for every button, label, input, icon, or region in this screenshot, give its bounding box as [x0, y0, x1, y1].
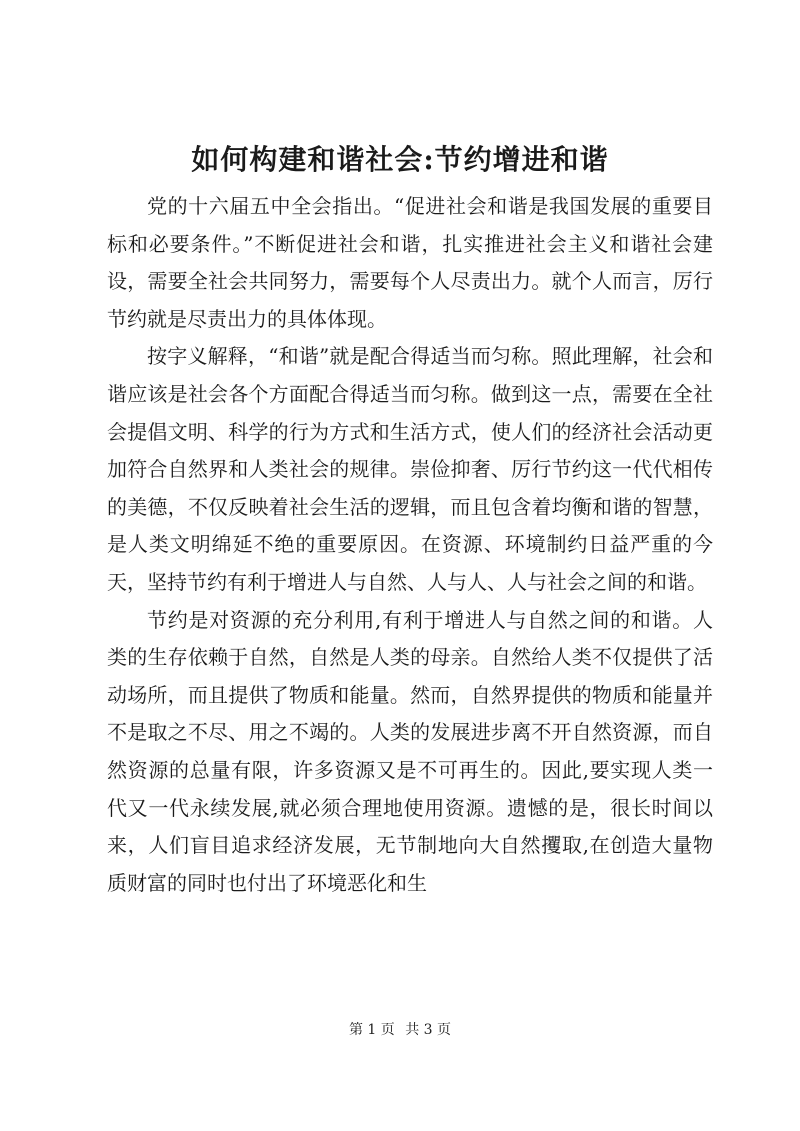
- page-total: 共 3 页: [405, 1022, 452, 1038]
- document-body: [107, 188, 713, 902]
- document-title: 如何构建和谐社会:节约增进和谐: [191, 143, 609, 176]
- page-number: 第 1 页: [348, 1022, 395, 1038]
- paragraph-3: 节约是对资源的充分利用,有利于增进人与自然之间的和谐。人类的生存依赖于自然，自然是人类的母亲。自然给人类不仅提供了活动场所，而且提供了物质和能量。然而，自然界提供的物质和能量并不是取之不尽、用之不竭的。人类的发展进步离不开自然资源，而自然资源的总量有限，许多资源又是不可再生的。因此,要实现人类一代又一代永续发展,就必须合理地使用资源。遗憾的是，很长时间以来，人们盲目追求经济发展，无节制地向大自然攫取,在创造大量物质财富的同时也付出了环境恶化和生: [107, 607, 713, 895]
- paragraph-1: 党的十六届五中全会指出。“促进社会和谐是我国发展的重要目标和必要条件。”不断促进社会和谐，扎实推进社会主义和谐社会建设，需要全社会共同努力，需要每个人尽责出力。就个人而言，厉行节约就是尽责出力的具体体现。: [107, 194, 713, 331]
- page-footer: [0, 1020, 800, 1040]
- paragraph-2: 按字义解释，“和谐”就是配合得适当而匀称。照此理解，社会和谐应该是社会各个方面配合得适当而匀称。做到这一点，需要在全社会提倡文明、科学的行为方式和生活方式，使人们的经济社会活动更加符合自然界和人类社会的规律。崇俭抑奢、厉行节约这一代代相传的美德，不仅反映着社会生活的逻辑，而且包含着均衡和谐的智慧，是人类文明绵延不绝的重要原因。在资源、环境制约日益严重的今天，坚持节约有利于增进人与自然、人与人、人与社会之间的和谐。: [107, 344, 713, 594]
